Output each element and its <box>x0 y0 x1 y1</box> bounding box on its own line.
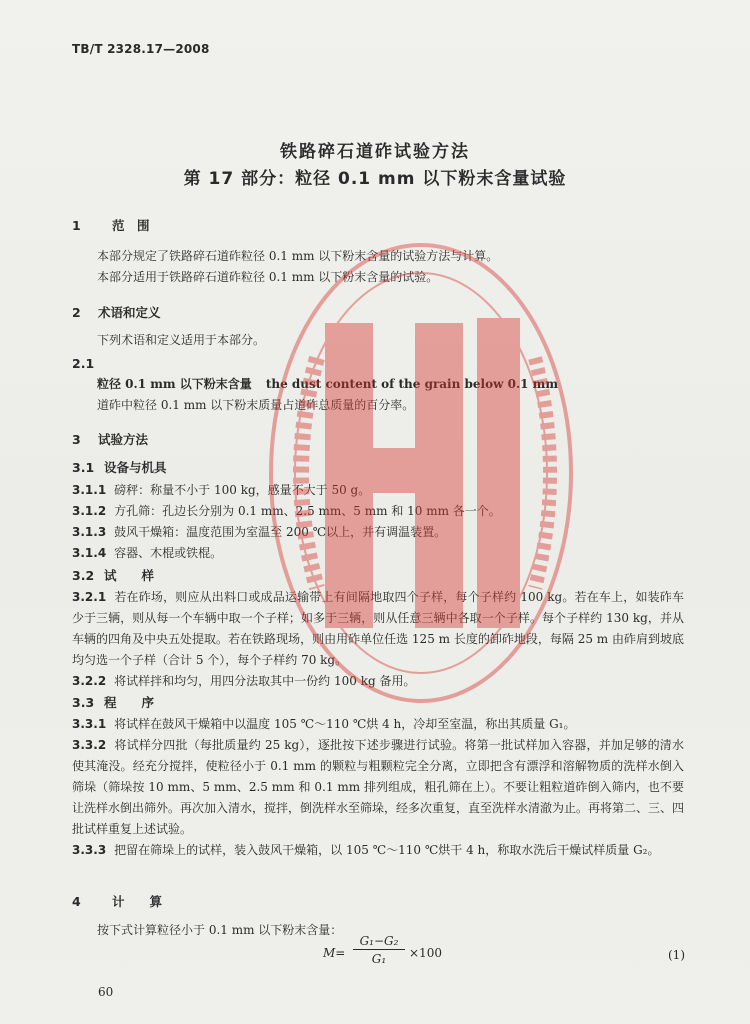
term-definition: 道砟中粒径 0.1 mm 以下粉末质量占道砟总质量的百分率。 <box>97 398 415 412</box>
stamp-emblem-icon <box>325 323 463 628</box>
document-title: 铁路碎石道砟试验方法 <box>280 142 470 162</box>
subsection-3-2-heading: 3.2 试 样 <box>72 568 155 583</box>
subsection-2-1-number: 2.1 <box>72 356 95 371</box>
term-entry <box>97 374 558 395</box>
clause-3-2-1: 3.2.1 若在砟场，则应从出料口或成品运输带上有间隔地取四个子样，每个子样约 100 kg。若在车上，如装砟车少于三辆，则从每一个车辆中取一个子样；如多于三辆，则从任意三辆中各取一个子样。每个子样约 130 kg，并从车辆的四角及中央五处提取。若在铁路现场，则由用砟单位任选 125 m 长度的卸砟地段，每隔 25 m 由砟肩到坡底均匀选一个子样（合计 5 个），每个子样约 70 kg。 <box>72 590 684 667</box>
clause-3-1-1: 3.1.1 磅秤：称量不小于 100 kg，感量不大于 50 g。 <box>72 483 371 497</box>
formula-1 <box>323 932 463 976</box>
page-number: 60 <box>98 985 114 999</box>
subsection-3-1-heading: 3.1 设备与机具 <box>72 460 167 475</box>
clause-3-1-2: 3.1.2 方孔筛：孔边长分别为 0.1 mm、2.5 mm、5 mm 和 10 mm 各一个。 <box>72 504 501 518</box>
clause-3-1-3: 3.1.3 鼓风干燥箱：温度范围为室温至 200 ℃以上，并有调温装置。 <box>72 525 447 539</box>
term-english: the dust content of the grain below 0.1 mm <box>265 377 559 391</box>
standard-number: TB/T 2328.17—2008 <box>72 42 210 56</box>
clause-3-2-2: 3.2.2 将试样拌和均匀，用四分法取其中一份约 100 kg 备用。 <box>72 674 416 688</box>
term-chinese: 粒径 0.1 mm 以下粉末含量 <box>97 377 252 391</box>
formula-lhs: M= <box>323 946 346 960</box>
section-1-para-2: 本部分适用于铁路碎石道砟粒径 0.1 mm 以下粉末含量的试验。 <box>97 270 439 284</box>
formula-fraction <box>353 934 405 966</box>
fraction-bar <box>353 949 405 950</box>
section-2-para-1: 下列术语和定义适用于本部分。 <box>97 333 266 347</box>
section-4-heading: 4 计 算 <box>72 894 163 909</box>
clause-3-1-4: 3.1.4 容器、木棍或铁棍。 <box>72 546 223 560</box>
formula-rhs: ×100 <box>409 946 442 960</box>
section-1-para-1: 本部分规定了铁路碎石道砟粒径 0.1 mm 以下粉末含量的试验方法与计算。 <box>97 249 499 263</box>
document-subtitle: 第 17 部分：粒径 0.1 mm 以下粉末含量试验 <box>183 169 567 189</box>
section-1-heading: 1 范 围 <box>72 218 150 233</box>
clause-3-3-1: 3.3.1 将试样在鼓风干燥箱中以温度 105 ℃～110 ℃烘 4 h，冷却至室温，称出其质量 G₁。 <box>72 717 576 731</box>
formula-denominator: G₁ <box>371 952 387 966</box>
section-4-para-1: 按下式计算粒径小于 0.1 mm 以下粉末含量： <box>97 923 343 937</box>
stamp-emblem-bar-icon <box>477 318 520 628</box>
section-3-heading: 3 试验方法 <box>72 432 149 447</box>
clause-3-3-2: 3.3.2 将试样分四批（每批质量约 25 kg），逐批按下述步骤进行试验。将第一批试样加入容器，并加足够的清水使其淹没。经充分搅拌，使粒径小于 0.1 mm 的颗粒与粗颗粒完全分离，立即把含有漂浮和溶解物质的洗样水倒入筛垛（筛垛按 10 mm、5 mm、2.5 mm 和 0.1 mm 排列组成，粗孔筛在上）。不要让粗粒道砟倒入筛内，也不要让洗样水倒出筛外。再次加入清水，搅拌，倒洗样水至筛垛，经多次重复，直至洗样水清澈为止。再将第二、三、四批试样重复上述试验。 <box>72 738 685 836</box>
formula-numerator: G₁−G₂ <box>359 934 399 948</box>
subsection-3-3-heading: 3.3 程 序 <box>72 695 155 710</box>
section-2-heading: 2 术语和定义 <box>72 305 161 320</box>
clause-3-3-3: 3.3.3 把留在筛垛上的试样，装入鼓风干燥箱，以 105 ℃～110 ℃烘干 4 h，称取水洗后干燥试样质量 G₂。 <box>72 843 660 857</box>
equation-number: (1) <box>668 948 685 962</box>
